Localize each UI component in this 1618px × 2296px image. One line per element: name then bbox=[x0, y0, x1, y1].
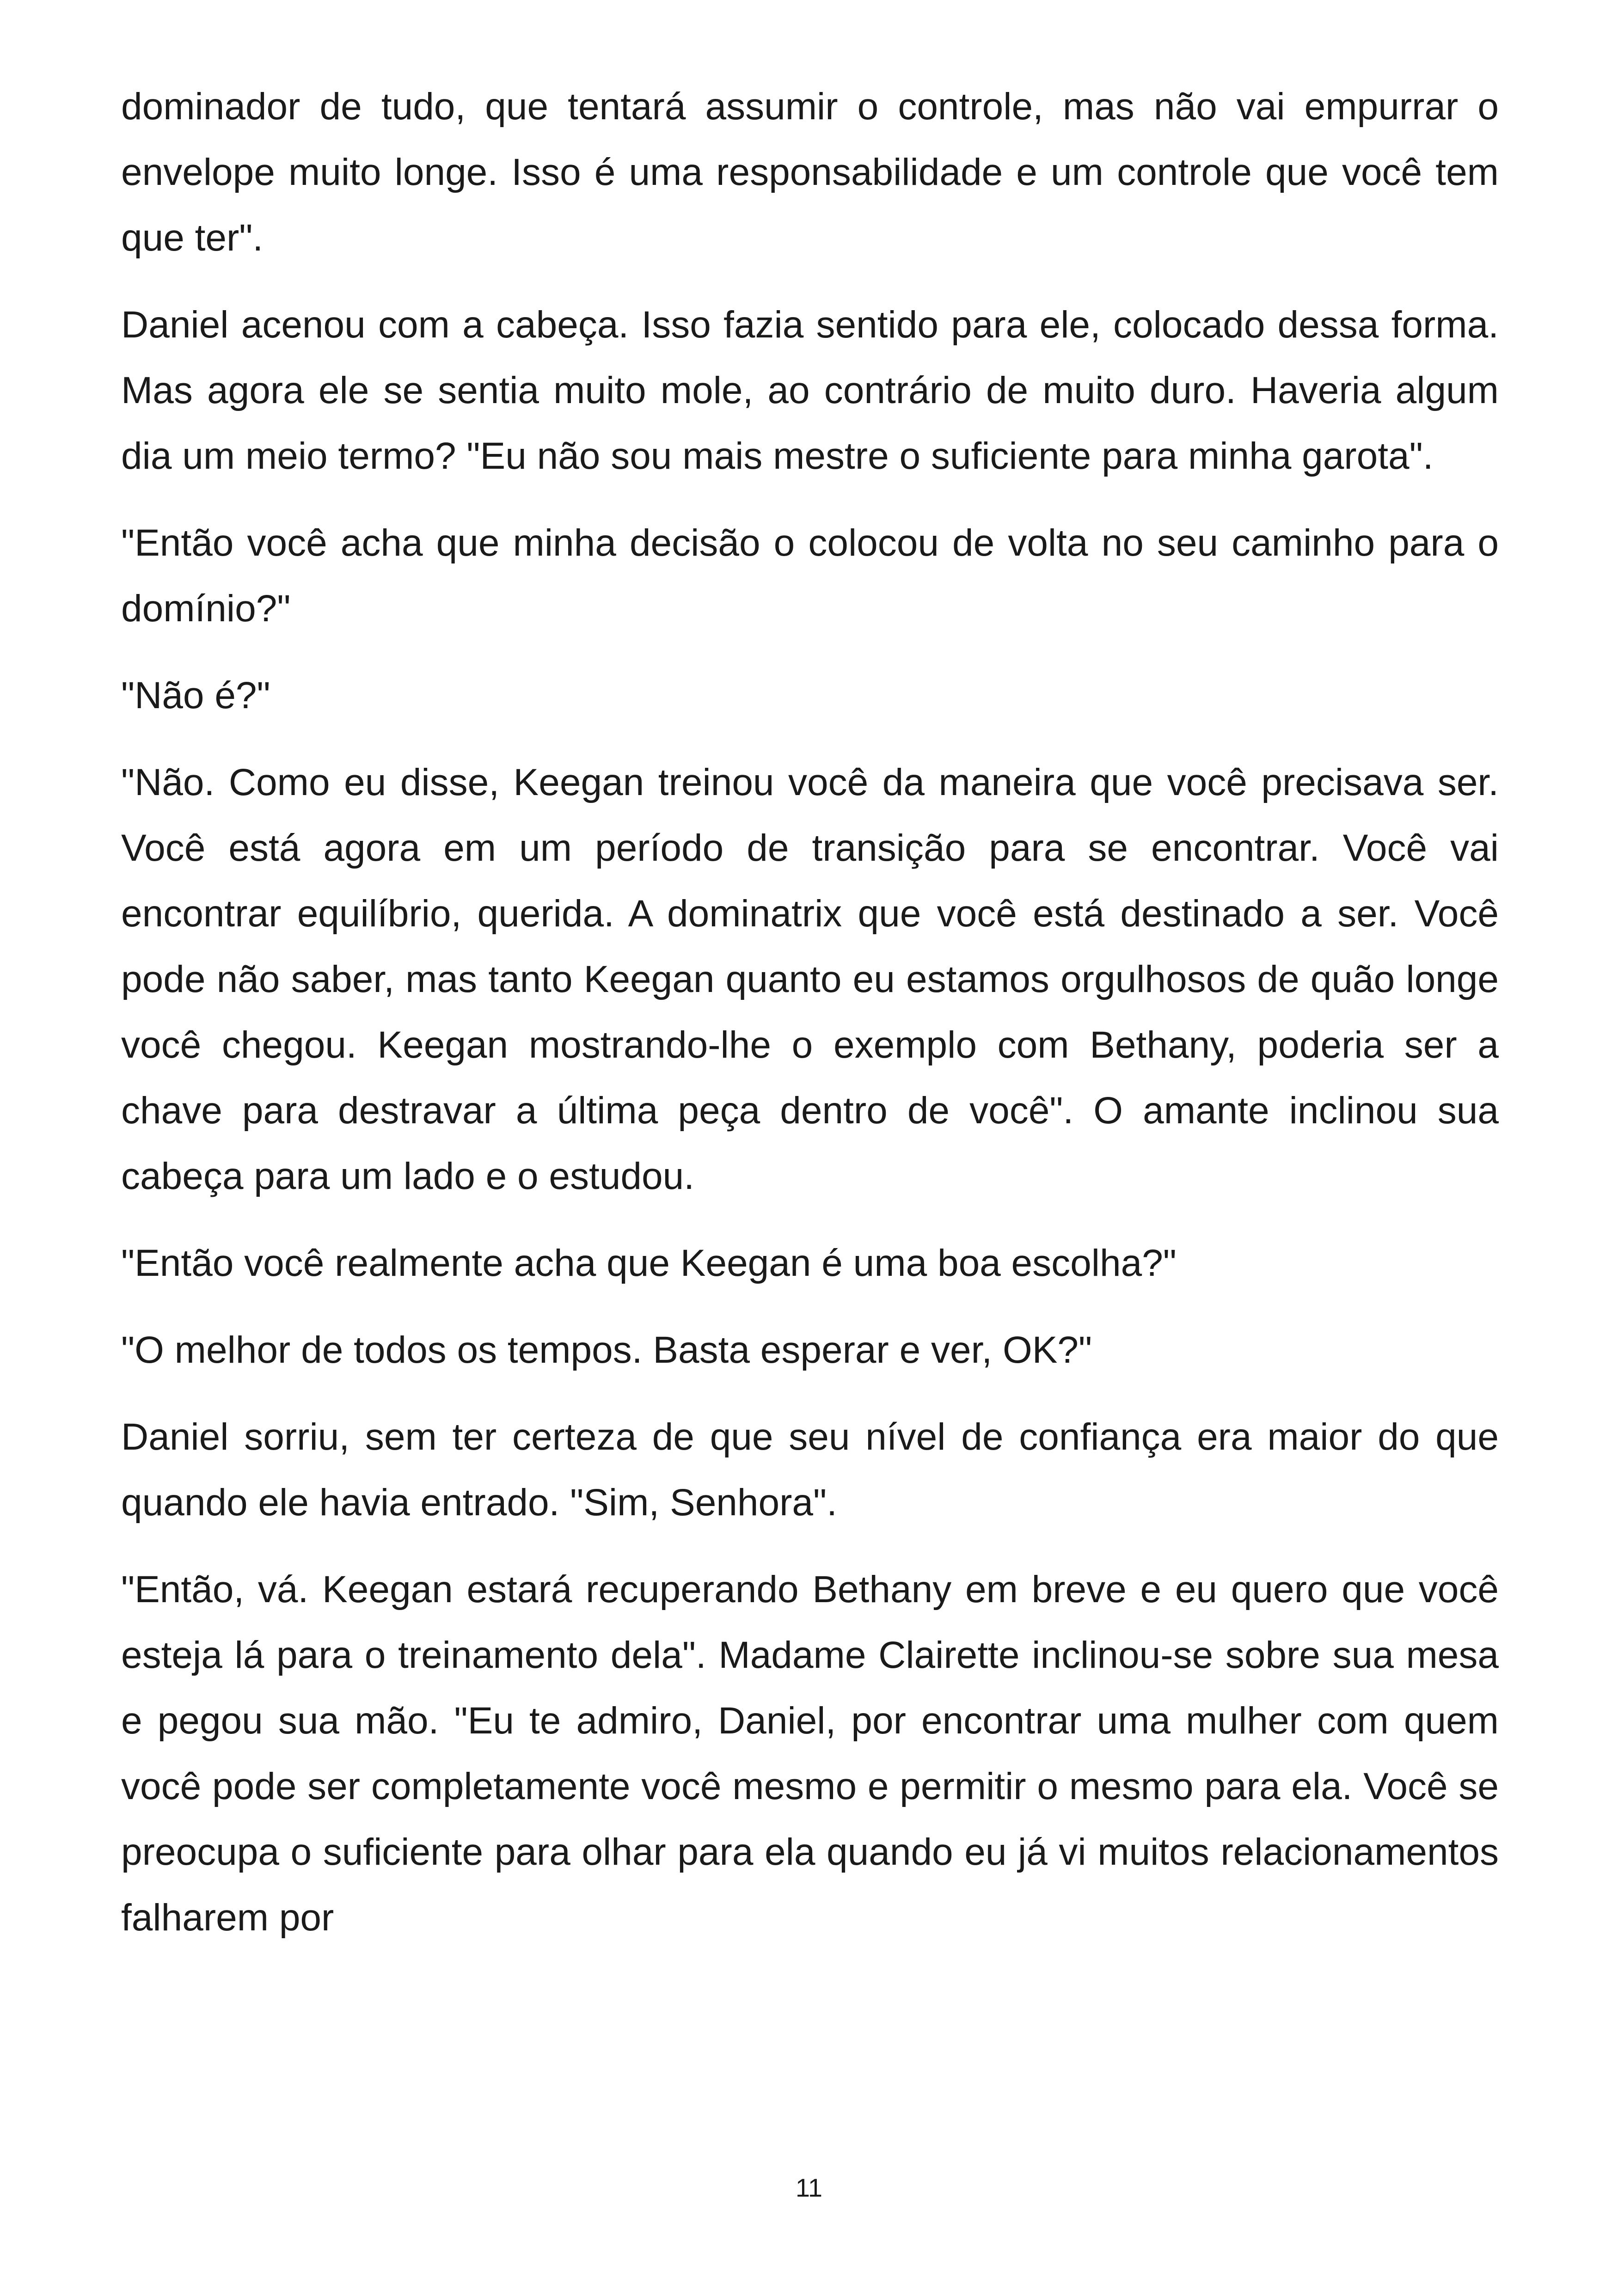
paragraph-8: Daniel sorriu, sem ter certeza de que seu nível de confiança era maior do que quando ele havia entrado. "Sim, Senhora". bbox=[121, 1416, 1499, 1524]
paragraph-6: "Então você realmente acha que Keegan é uma boa escolha?" bbox=[121, 1242, 1177, 1284]
paragraph-9: "Então, vá. Keegan estará recuperando Bethany em breve e eu quero que você esteja lá para o treinamento dela". Madame Clairette inclinou-se sobre sua mesa e pegou sua mão. "Eu te admiro, Daniel, por encontrar uma mulher com quem você pode ser completamente você mesmo e permitir o mesmo para ela. Você se preocupa o suficiente para olhar para ela quando eu já vi muitos relacionamentos falharem por bbox=[121, 1568, 1499, 1939]
paragraph-2: Daniel acenou com a cabeça. Isso fazia sentido para ele, colocado dessa forma. Mas agora ele se sentia muito mole, ao contrário de muito duro. Haveria algum dia um meio termo? "Eu não sou mais mestre o suficiente para minha garota". bbox=[121, 304, 1499, 477]
body-text bbox=[121, 74, 1499, 1972]
page-number: 11 bbox=[795, 2173, 823, 2202]
paragraph-7: "O melhor de todos os tempos. Basta esperar e ver, OK?" bbox=[121, 1329, 1092, 1371]
paragraph-5: "Não. Como eu disse, Keegan treinou você da maneira que você precisava ser. Você está agora em um período de transição para se encontrar. Você vai encontrar equilíbrio, querida. A dominatrix que você está destinado a ser. Você pode não saber, mas tanto Keegan quanto eu estamos orgulhosos de quão longe você chegou. Keegan mostrando-lhe o exemplo com Bethany, poderia ser a chave para destravar a última peça dentro de você". O amante inclinou sua cabeça para um lado e o estudou. bbox=[121, 761, 1499, 1197]
paragraph-4: "Não é?" bbox=[121, 674, 270, 716]
paragraph-3: "Então você acha que minha decisão o colocou de volta no seu caminho para o domínio?" bbox=[121, 522, 1499, 630]
paragraph-1: dominador de tudo, que tentará assumir o controle, mas não vai empurrar o envelope muito longe. Isso é uma responsabilidade e um controle que você tem que ter". bbox=[121, 86, 1499, 259]
